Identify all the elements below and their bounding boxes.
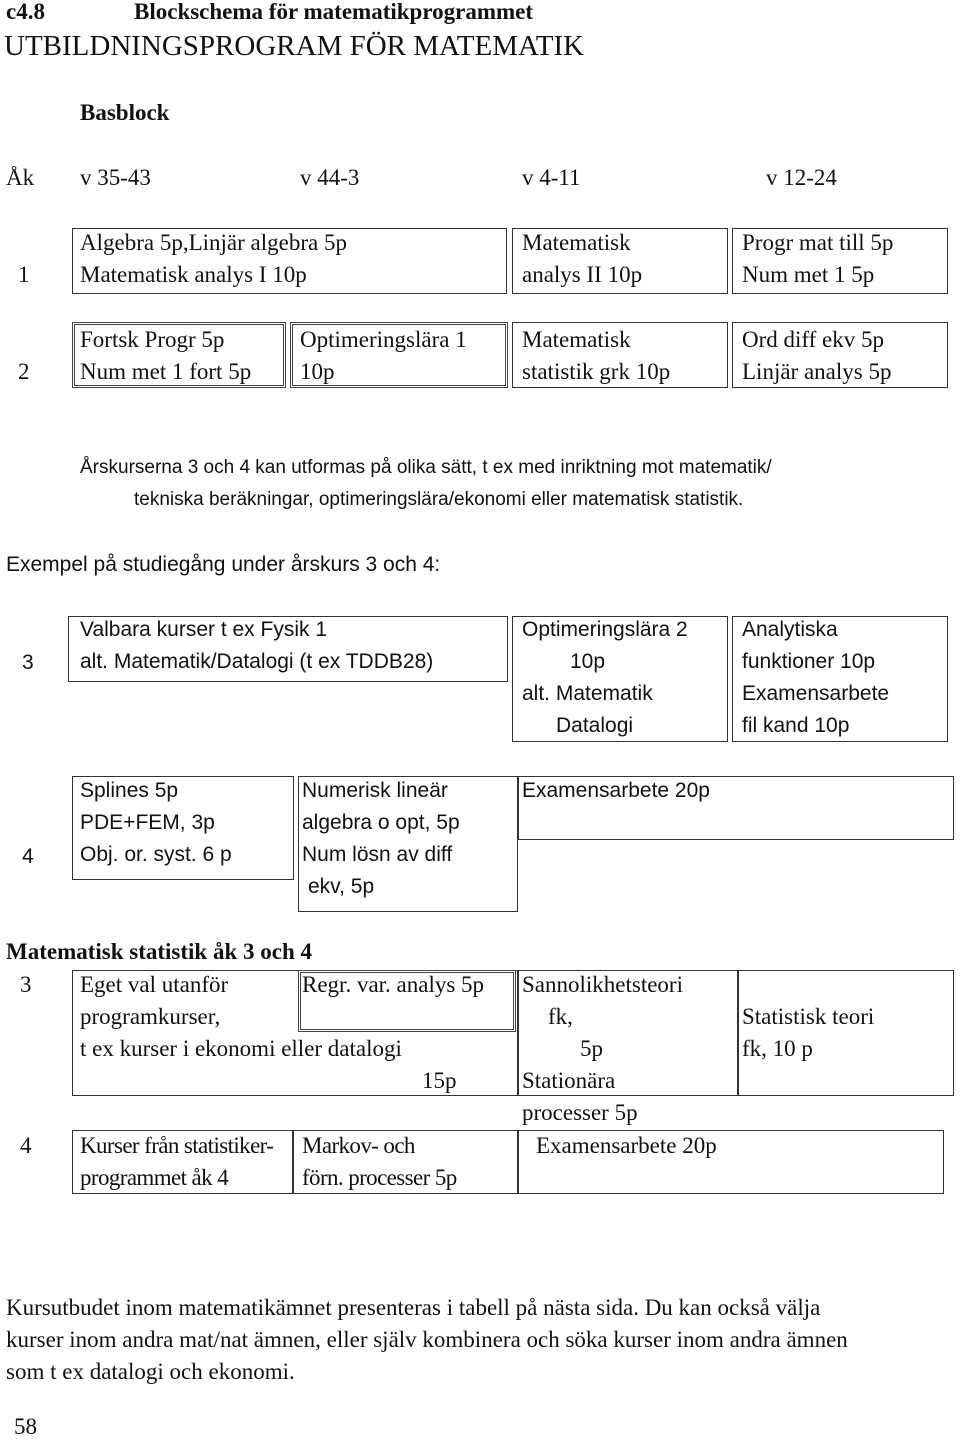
course-optimering-1-text: Optimeringslära 1 10p bbox=[300, 327, 467, 384]
week-label-1: v 35-43 bbox=[80, 165, 151, 190]
course-analytiska-text: Analytiska funktioner 10p Examensarbete fil kand 10p bbox=[742, 618, 890, 737]
week-label-2: v 44-3 bbox=[300, 165, 360, 190]
week-label-4: v 12-24 bbox=[766, 165, 837, 190]
course-regr-text: Regr. var. analys 5p bbox=[302, 972, 485, 997]
course-statistisk-teori-text: Statistisk teori fk, 10 p bbox=[742, 1004, 875, 1061]
example-year-4-number: 4 bbox=[22, 845, 34, 868]
course-sannolikhet-text: Sannolikhetsteori fk, 5p Stationära processer 5p bbox=[522, 972, 683, 1125]
footer-paragraph: Kursutbudet inom matematikämnet presenteras i tabell på nästa sida. Du kan också välja kurser inom andra mat/nat ämnen, eller själv kombinera och söka kurser inom andra ämnen som t ex datalogi och ekonomi. bbox=[6, 1295, 848, 1384]
program-title: UTBILDNINGSPROGRAM FÖR MATEMATIK bbox=[4, 30, 585, 62]
section-number: c4.8 bbox=[6, 0, 45, 24]
statistics-heading: Matematisk statistik åk 3 och 4 bbox=[6, 939, 313, 964]
course-stat-examensarbete-text: Examensarbete 20p bbox=[536, 1133, 717, 1158]
course-markov-text: Markov- och förn. processer 5p bbox=[302, 1133, 457, 1190]
course-valbara-text: Valbara kurser t ex Fysik 1 alt. Matematik/Datalogi (t ex TDDB28) bbox=[80, 618, 434, 673]
course-numerisk-text: Numerisk lineär algebra o opt, 5p Num lösn av diff ekv, 5p bbox=[302, 779, 460, 898]
course-eget-val-text: Eget val utanför programkurser, t ex kurser i ekonomi eller datalogi 15p bbox=[80, 972, 457, 1093]
page-number: 58 bbox=[14, 1414, 37, 1439]
week-label-3: v 4-11 bbox=[522, 165, 581, 190]
basblock-heading: Basblock bbox=[80, 100, 170, 125]
year-2-number: 2 bbox=[18, 359, 30, 384]
course-splines-text: Splines 5p PDE+FEM, 3p Obj. or. syst. 6 p bbox=[80, 779, 232, 866]
course-fortsk-text: Fortsk Progr 5p Num met 1 fort 5p bbox=[80, 327, 252, 384]
section-title: Blockschema för matematikprogrammet bbox=[134, 0, 534, 24]
course-kurser-statistiker-text: Kurser från statistiker- programmet åk 4 bbox=[80, 1133, 274, 1190]
course-optimering-2-text: Optimeringslära 2 10p alt. Matematik Datalogi bbox=[522, 618, 688, 737]
course-statistik-grk-text: Matematisk statistik grk 10p bbox=[522, 327, 671, 384]
statistics-year-4-number: 4 bbox=[20, 1133, 32, 1158]
example-year-3-number: 3 bbox=[22, 651, 34, 674]
example-heading: Exempel på studiegång under årskurs 3 och 4: bbox=[6, 553, 441, 576]
course-ord-diff-text: Ord diff ekv 5p Linjär analys 5p bbox=[742, 327, 892, 384]
year-label: Åk bbox=[6, 165, 35, 190]
statistics-year-3-number: 3 bbox=[20, 972, 32, 997]
intro-line-1: Årskurserna 3 och 4 kan utformas på olika sätt, t ex med inriktning mot matematik/ bbox=[80, 457, 772, 478]
course-progr-text: Progr mat till 5p Num met 1 5p bbox=[742, 230, 894, 287]
course-algebra-text: Algebra 5p,Linjär algebra 5p Matematisk analys I 10p bbox=[80, 230, 347, 287]
year-1-number: 1 bbox=[18, 262, 30, 287]
course-analys-ii-text: Matematisk analys II 10p bbox=[522, 230, 643, 287]
intro-line-2: tekniska beräkningar, optimeringslära/ekonomi eller matematisk statistik. bbox=[134, 489, 744, 510]
course-examensarbete-20-text: Examensarbete 20p bbox=[522, 779, 710, 802]
